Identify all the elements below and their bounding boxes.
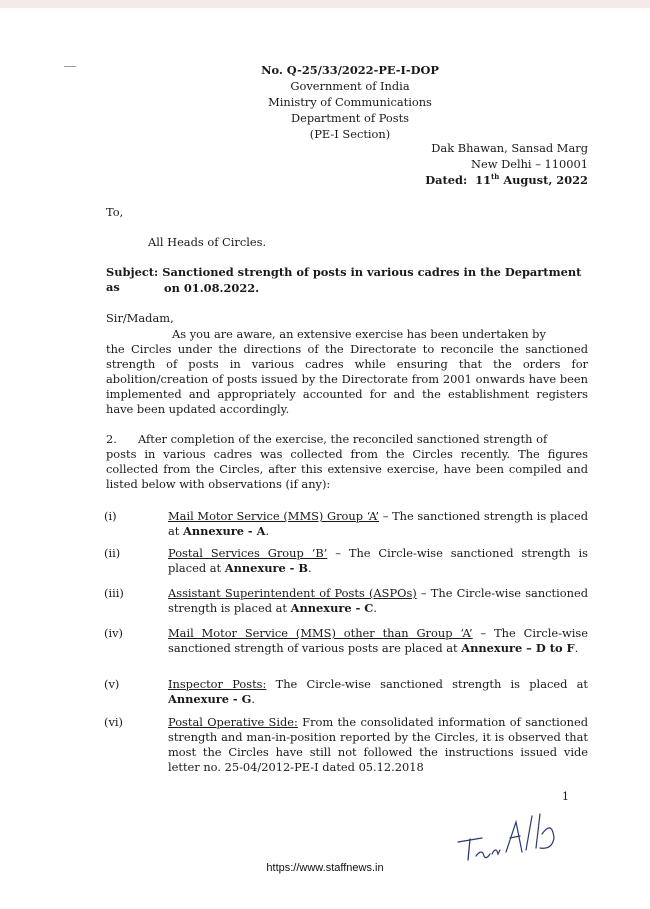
- item-annexure: Annexure - B: [224, 561, 309, 575]
- item-body: Assistant Superintendent of Posts (ASPOs) – The Circle-wise sanctioned strength is placed at Annexure - C.: [168, 586, 588, 615]
- item-title: Postal Operative Side:: [168, 715, 298, 729]
- file-number: No. Q-25/33/2022-PE-I-DOP: [261, 63, 439, 77]
- address-line-2: New Delhi – 110001: [471, 157, 588, 171]
- item-title: Inspector Posts:: [168, 677, 267, 691]
- dated-day: 11: [475, 173, 492, 187]
- item-body: Mail Motor Service (MMS) Group ‘A’ – The sanctioned strength is placed at Annexure - A.: [168, 509, 588, 538]
- item-title: Postal Services Group ‘B’: [168, 546, 328, 560]
- item-number: (iii): [104, 586, 124, 600]
- item-body: Inspector Posts: The Circle-wise sanctioned strength is placed at Annexure - G.: [168, 677, 588, 706]
- scan-mark: [64, 66, 76, 67]
- item-title: Mail Motor Service (MMS) Group ‘A’: [168, 509, 380, 523]
- item-title: Mail Motor Service (MMS) other than Group ‘A’: [168, 626, 473, 640]
- subject-line-2: on 01.08.2022.: [164, 281, 260, 295]
- paragraph-1-body: the Circles under the directions of the Directorate to reconcile the sanctioned strength of posts in various cadres while ensuring that the orders for abolition/creation of posts issued by the Directorate from 2001 onwards have been implemented and appropriately accounted for and the establishment registers have been updated accordingly.: [106, 342, 588, 416]
- item-annexure: Annexure - C: [290, 601, 374, 615]
- paragraph-2-first-line: [106, 432, 588, 447]
- paragraph-2-body: posts in various cadres was collected from the Circles recently. The figures collected from the Circles, after this extensive exercise, have been compiled and listed below with observations (if any):: [106, 447, 588, 491]
- department-line: Department of Posts: [290, 111, 410, 125]
- dated-line: [360, 173, 588, 188]
- item-annexure: Annexure - A: [183, 524, 266, 538]
- subject-label: Subject:: [106, 265, 159, 279]
- item-annexure: Annexure - G: [168, 692, 252, 706]
- item-number: (i): [104, 509, 117, 523]
- item-body: Postal Services Group ‘B’ – The Circle-wise sanctioned strength is placed at Annexure - B.: [168, 546, 588, 575]
- paragraph-2-first-text: After completion of the exercise, the reconciled sanctioned strength of: [138, 432, 548, 446]
- item-number: (iv): [104, 626, 123, 640]
- section-line: (PE-I Section): [309, 127, 391, 141]
- salutation: Sir/Madam,: [106, 311, 174, 325]
- footer-url: https://www.staffnews.in: [266, 862, 384, 874]
- scan-top-edge: [0, 0, 650, 8]
- item-body: Postal Operative Side: From the consolidated information of sanctioned strength and man-in-position reported by the Circles, it is observed that most the Circles have still not followed the instructions issued vide letter no. 25-04/2012-PE-I dated 05.12.2018: [168, 715, 588, 774]
- page-number: 1: [562, 790, 569, 803]
- dated-sup: th: [491, 172, 500, 182]
- dated-rest: August, 2022: [503, 173, 588, 187]
- item-body: Mail Motor Service (MMS) other than Group ‘A’ – The Circle-wise sanctioned strength of various posts are placed at Annexure – D to F.: [168, 626, 588, 655]
- subject-text: Sanctioned strength of posts in various cadres in the Department as: [106, 265, 582, 294]
- paragraph-1-first-line: As you are aware, an extensive exercise has been undertaken by: [172, 327, 546, 341]
- ministry-line: Ministry of Communications: [268, 95, 432, 109]
- item-annexure: Annexure – D to F: [461, 641, 575, 655]
- govt-line: Government of India: [290, 79, 410, 93]
- paragraph-1: [106, 327, 588, 417]
- dated-label: Dated:: [425, 173, 468, 187]
- handwritten-signature: [452, 808, 562, 864]
- item-number: (vi): [104, 715, 123, 729]
- address-line-1: Dak Bhawan, Sansad Marg: [431, 141, 588, 155]
- item-title: Assistant Superintendent of Posts (ASPOs): [168, 586, 417, 600]
- item-number: (v): [104, 677, 120, 691]
- recipient: All Heads of Circles.: [148, 235, 267, 249]
- item-number: (ii): [104, 546, 121, 560]
- to-label: To,: [106, 205, 124, 219]
- paragraph-2: [106, 432, 588, 492]
- paragraph-2-number: 2.: [106, 432, 117, 446]
